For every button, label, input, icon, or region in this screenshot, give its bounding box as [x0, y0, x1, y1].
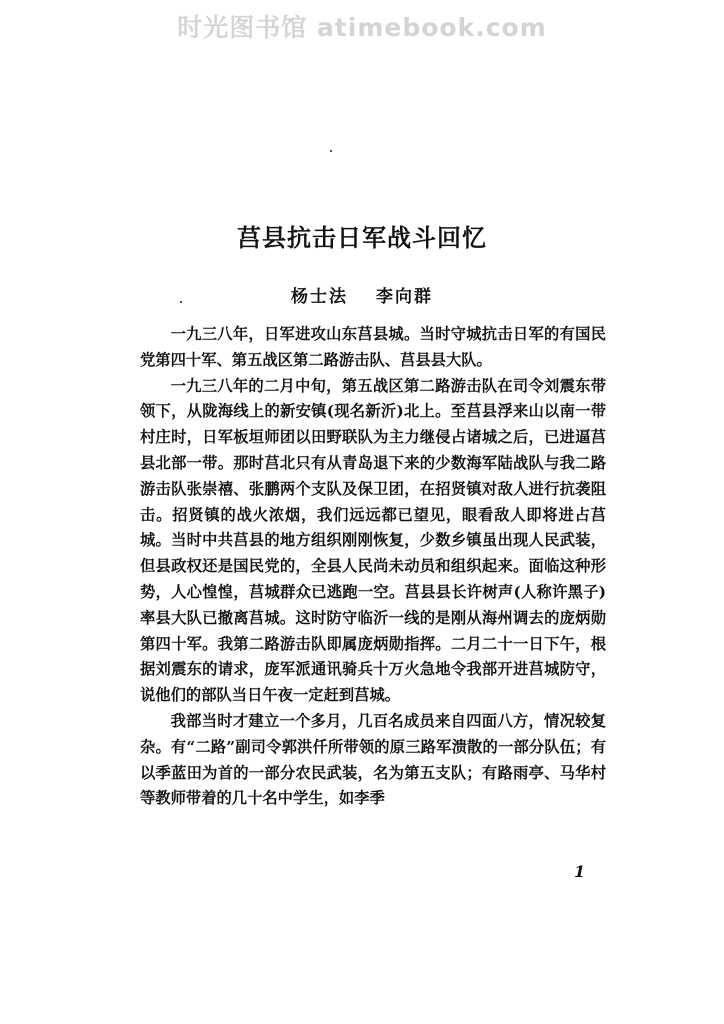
watermark-text: 时光图书馆 atimebook.com [177, 13, 547, 42]
article-title: 莒县抗击日军战斗回忆 [237, 223, 487, 252]
author-name: 李向群 [376, 287, 433, 307]
author-line [0, 282, 724, 307]
author-name: 杨士法 [291, 287, 348, 307]
page-number: 1 [574, 862, 586, 881]
paragraph: 一九三八年，日军进攻山东莒县城。当时守城抗击日军的有国民党第四十军、第五战区第二路游击队、莒县县大队。 [140, 325, 606, 369]
paragraph: 一九三八年的二月中旬，第五战区第二路游击队在司令刘震东带领下，从陇海线上的新安镇(现名新沂)北上。至莒县浮来山以南一带村庄时，日军板垣师团以田野联队为主力继侵占诸城之后，已进逼莒县北部一带。那时莒北只有从青岛退下来的少数海军陆战队与我二路游击队张崇禧、张鹏两个支队及保卫团，在招贤镇对敌人进行抗袭阻击。招贤镇的战火浓烟，我们远远都已望见，眼看敌人即将进占莒城。当时中共莒县的地方组织刚刚恢复，少数乡镇虽出现人民武装，但县政权还是国民党的，全县人民尚未动员和组织起来。面临这种形势，人心惶惶，莒城群众已逃跑一空。莒县县长许树声(人称许黑子)率县大队已撤离莒城。这时防守临沂一线的是刚从海州调去的庞炳勋第四十军。我第二路游击队即属庞炳勋指挥。二月二十一日下午，根据刘震东的请求，庞军派通讯骑兵十万火急地令我部开进莒城防守，说他们的部队当日午夜一定赶到莒城。 [140, 376, 606, 705]
paragraph: 我部当时才建立一个多月，几百名成员来自四面八方，情况较复杂。有“二路”副司令郭洪仟所带领的原三路军溃散的一部分队伍；有以季蓝田为首的一部分农民武装，名为第五支队；有路雨亭、马华村等教师带着的几十名中学生，如李季 [140, 711, 606, 808]
article-body [140, 322, 606, 812]
scan-speck [330, 150, 332, 152]
